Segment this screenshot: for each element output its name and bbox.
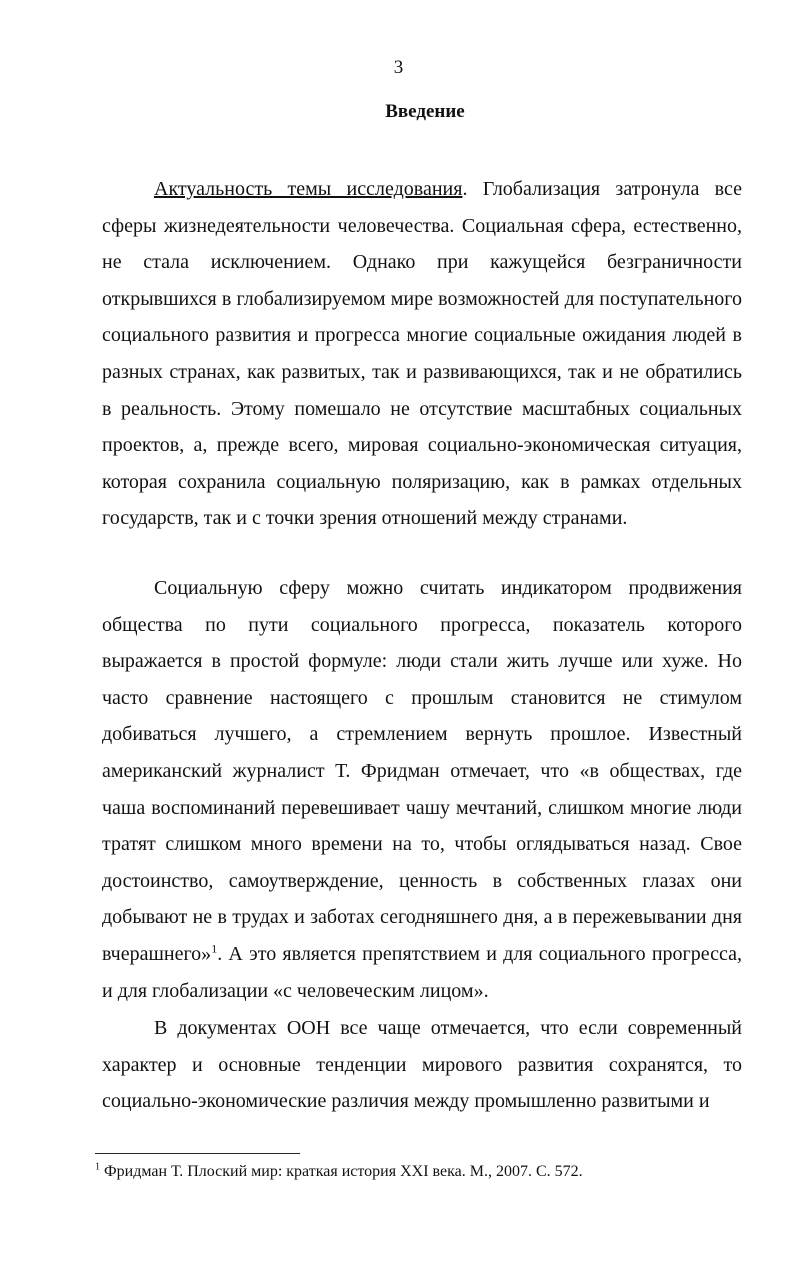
paragraph-text: В документах ООН все чаще отмечается, что если современный характер и основные тенденции мирового развития сохранятся, то социально-экономические различия между промышленно развитыми и	[102, 1017, 742, 1113]
page-number: 3	[393, 57, 404, 78]
paragraph-text: . Глобализация затронула все сферы жизнедеятельности человечества. Социальная сфера, естественно, не стала исключением. Однако при кажущейся безграничности открывшихся в глобализируемом мире возможностей для поступательного социального развития и прогресса многие социальные ожидания людей в разных странах, как развитых, так и развивающихся, так и не обратились в реальность. Этому помешало не отсутствие масштабных социальных проектов, а, прежде всего, мировая социально-экономическая ситуация, которая сохранила социальную поляризацию, как в рамках отдельных государств, так и с точки зрения отношений между странами.	[102, 178, 742, 530]
paragraph-social-sphere	[102, 570, 742, 1009]
footnote-divider	[95, 1153, 300, 1154]
paragraph-un-documents	[102, 1010, 742, 1120]
paragraph-text-after-ref: . А это является препятствием и для социального прогресса, и для глобализации «с человеческим лицом».	[102, 942, 742, 1002]
footnote-marker: 1	[95, 1161, 100, 1173]
paragraph-relevance	[102, 171, 742, 537]
footnote	[95, 1162, 735, 1182]
paragraph-lead: Актуальность темы исследования	[154, 178, 463, 200]
paragraph-text-before-ref: Социальную сферу можно считать индикатором продвижения общества по пути социального прогресса, показатель которого выражается в простой формуле: люди стали жить лучше или хуже. Но часто сравнение настоящего с прошлым становится не стимулом добиваться лучшего, а стремлением вернуть прошлое. Известный американский журналист Т. Фридман отмечает, что «в обществах, где чаша воспоминаний перевешивает чашу мечтаний, слишком многие люди тратят слишком много времени на то, чтобы оглядываться назад. Свое достоинство, самоутверждение, ценность в собственных глазах они добывают не в трудах и заботах сегодняшнего дня, а в пережевывании дня вчерашнего»	[102, 577, 742, 965]
footnote-text: Фридман Т. Плоский мир: краткая история XXI века. М., 2007. С. 572.	[100, 1163, 583, 1180]
footnote-reference: 1	[211, 941, 218, 956]
section-title: Введение	[385, 101, 465, 122]
